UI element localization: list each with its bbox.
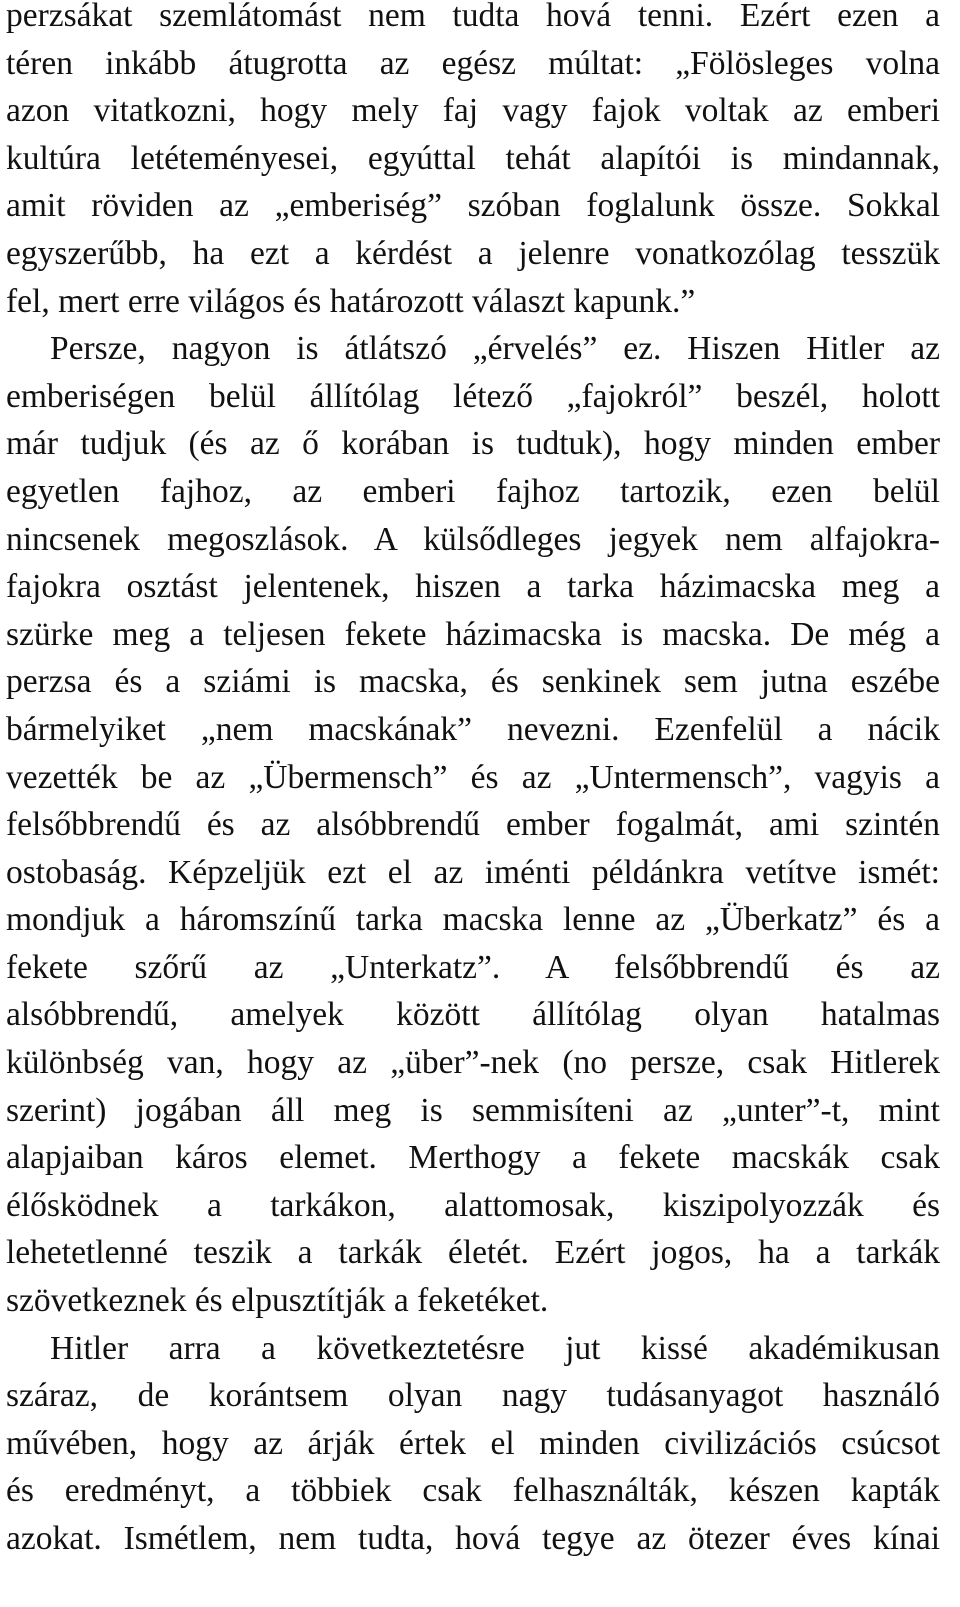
text-line: perzsákat szemlátomást nem tudta hová tenni. Ezért ezen a (6, 0, 940, 34)
text-line: mondjuk a háromszínű tarka macska lenne az „Überkatz” és a (6, 901, 940, 939)
text-line: már tudjuk (és az ő korában is tudtuk), hogy minden ember (6, 425, 940, 463)
text-line: perzsa és a sziámi is macska, és senkinek sem jutna eszébe (6, 663, 940, 701)
text-line: különbség van, hogy az „über”-nek (no persze, csak Hitlerek (6, 1044, 940, 1082)
text-line: emberiségen belül állítólag létező „fajokról” beszél, holott (6, 377, 940, 415)
text-line: kultúra letéteményesei, egyúttal tehát alapítói is mindannak, (6, 139, 940, 177)
text-line: száraz, de korántsem olyan nagy tudásanyagot használó (6, 1377, 940, 1415)
text-line: vezették be az „Übermensch” és az „Untermensch”, vagyis a (6, 758, 940, 796)
text-line: nincsenek megoszlások. A külsődleges jegyek nem alfajokra- (6, 520, 940, 558)
text-line: téren inkább átugrotta az egész múltat: „Fölösleges volna (6, 44, 940, 82)
text-line: felsőbbrendű és az alsóbbrendű ember fogalmát, ami szintén (6, 806, 940, 844)
text-line: alsóbbrendű, amelyek között állítólag olyan hatalmas (6, 996, 940, 1034)
text-line: fekete szőrű az „Unterkatz”. A felsőbbrendű és az (6, 948, 940, 986)
text-line: fajokra osztást jelentenek, hiszen a tarka házimacska meg a (6, 568, 940, 606)
text-line: művében, hogy az árják értek el minden civilizációs csúcsot (6, 1424, 940, 1462)
text-line: Hitler arra a következtetésre jut kissé akadémikusan (50, 1329, 940, 1367)
text-line: ostobaság. Képzeljük ezt el az iménti példánkra vetítve ismét: (6, 853, 940, 891)
text-line: bármelyiket „nem macskának” nevezni. Ezenfelül a nácik (6, 710, 940, 748)
text-line: azokat. Ismétlem, nem tudta, hová tegye az ötezer éves kínai (6, 1520, 940, 1557)
text-line: lehetetlenné teszik a tarkák életét. Ezért jogos, ha a tarkák (6, 1234, 940, 1272)
text-line: élősködnek a tarkákon, alattomosak, kiszipolyozzák és (6, 1186, 940, 1224)
text-line: fel, mert erre világos és határozott választ kapunk.” (6, 282, 696, 320)
text-line: egyetlen fajhoz, az emberi fajhoz tartozik, ezen belül (6, 472, 940, 510)
text-line: egyszerűbb, ha ezt a kérdést a jelenre vonatkozólag tesszük (6, 234, 940, 272)
document-page (6, 0, 940, 1563)
text-line: azon vitatkozni, hogy mely faj vagy fajok voltak az emberi (6, 92, 940, 130)
text-line: szerint) jogában áll meg is semmisíteni az „unter”-t, mint (6, 1091, 940, 1129)
text-line: és eredményt, a többiek csak felhasználták, készen kapták (6, 1472, 940, 1510)
text-line: szürke meg a teljesen fekete házimacska is macska. De még a (6, 615, 940, 653)
text-line: Persze, nagyon is átlátszó „érvelés” ez. Hiszen Hitler az (50, 330, 940, 368)
text-line: amit röviden az „emberiség” szóban foglalunk össze. Sokkal (6, 187, 940, 225)
text-line: alapjaiban káros elemet. Merthogy a fekete macskák csak (6, 1139, 940, 1177)
text-line: szövetkeznek és elpusztítják a feketéket. (6, 1282, 549, 1320)
